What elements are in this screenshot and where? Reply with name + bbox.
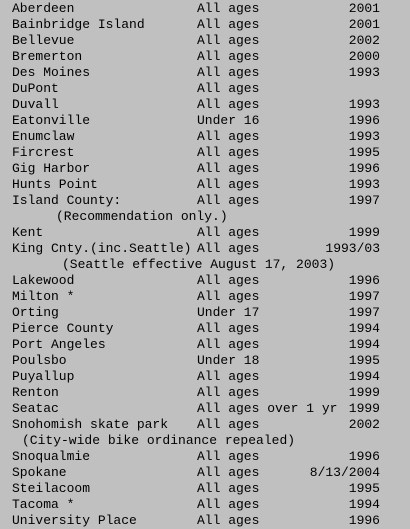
year-enacted: 1995 [348,481,380,496]
city-name: Poulsbo [12,353,67,368]
note-text: (Recommendation only.) [56,209,228,224]
age-requirement: All ages [197,161,260,176]
year-enacted: 1999 [348,385,380,400]
note-text: (City-wide bike ordinance repealed) [22,433,296,448]
table-row [0,305,410,321]
note-text: (Seattle effective August 17, 2003) [62,257,336,272]
year-enacted: 1997 [348,193,380,208]
age-requirement: All ages [197,337,260,352]
year-enacted: 1994 [348,321,380,336]
city-name: Hunts Point [12,177,98,192]
table-row [0,513,410,529]
year-enacted: 1994 [348,497,380,512]
table-row [0,177,410,193]
table-row [0,225,410,241]
year-enacted: 2001 [348,17,380,32]
age-requirement: All ages [197,1,260,16]
age-requirement: All ages [197,449,260,464]
year-enacted: 1993 [348,129,380,144]
city-name: Snohomish skate park [12,417,169,432]
year-enacted: 1996 [348,161,380,176]
city-name: Tacoma * [12,497,75,512]
age-requirement: All ages [197,177,260,192]
table-row [0,33,410,49]
city-name: Eatonville [12,113,91,128]
table-row [0,145,410,161]
age-requirement: All ages [197,369,260,384]
city-name: Puyallup [12,369,75,384]
city-name: Snoqualmie [12,449,91,464]
age-requirement: All ages [197,81,260,96]
city-name: Kent [12,225,44,240]
age-requirement: All ages [197,241,260,256]
age-requirement: All ages [197,129,260,144]
table-row [0,417,410,433]
age-requirement: All ages [197,465,260,480]
table-row [0,369,410,385]
year-enacted: 1996 [348,273,380,288]
city-name: Orting [12,305,59,320]
year-enacted: 1996 [348,513,380,528]
age-requirement: All ages [197,65,260,80]
note-line [0,257,410,273]
city-name: Seatac [12,401,59,416]
table-row [0,401,410,417]
year-enacted: 2001 [348,1,380,16]
city-name: Port Angeles [12,337,106,352]
age-requirement: All ages [197,49,260,64]
city-name: Renton [12,385,59,400]
year-enacted: 1999 [348,401,380,416]
city-name: DuPont [12,81,59,96]
year-enacted: 1994 [348,369,380,384]
table-row [0,449,410,465]
table-row [0,273,410,289]
city-name: Bremerton [12,49,83,64]
city-name: University Place [12,513,137,528]
city-name: Spokane [12,465,67,480]
city-name: Duvall [12,97,59,112]
city-name: Bainbridge Island [12,17,145,32]
table-row [0,465,410,481]
city-name: Des Moines [12,65,91,80]
year-enacted: 2000 [348,49,380,64]
year-enacted: 1993 [348,177,380,192]
year-enacted: 2002 [348,417,380,432]
age-requirement: All ages [197,385,260,400]
age-requirement: All ages [197,145,260,160]
year-enacted: 1999 [348,225,380,240]
city-name: Enumclaw [12,129,75,144]
year-enacted: 1993/03 [325,241,380,256]
table-row [0,497,410,513]
city-name: Fircrest [12,145,75,160]
city-name: Island County: [12,193,122,208]
city-name: Pierce County [12,321,114,336]
table-row [0,113,410,129]
year-enacted: 1993 [348,97,380,112]
year-enacted: 1996 [348,449,380,464]
age-requirement: Under 18 [197,353,260,368]
age-requirement: All ages [197,497,260,512]
age-requirement: Under 16 [197,113,260,128]
table-row [0,289,410,305]
age-requirement: All ages [197,321,260,336]
age-requirement: All ages [197,417,260,432]
table-row [0,481,410,497]
table-row [0,193,410,209]
city-name: King Cnty.(inc.Seattle) [12,241,192,256]
city-name: Aberdeen [12,1,75,16]
city-name: Steilacoom [12,481,91,496]
note-line [0,209,410,225]
year-enacted: 1993 [348,65,380,80]
year-enacted: 8/13/2004 [309,465,380,480]
table-row [0,49,410,65]
table-row [0,161,410,177]
year-enacted: 2002 [348,33,380,48]
table-row [0,1,410,17]
table-row [0,321,410,337]
age-requirement: All ages [197,513,260,528]
table-row [0,241,410,257]
table-row [0,97,410,113]
age-requirement: All ages [197,289,260,304]
year-enacted: 1995 [348,145,380,160]
age-requirement: All ages [197,97,260,112]
year-enacted: 1997 [348,289,380,304]
age-requirement: Under 17 [197,305,260,320]
year-enacted: 1996 [348,113,380,128]
age-requirement: All ages [197,225,260,240]
table-row [0,81,410,97]
age-requirement: All ages [197,17,260,32]
table-row [0,353,410,369]
table-row [0,129,410,145]
year-enacted: 1995 [348,353,380,368]
year-enacted: 1997 [348,305,380,320]
table-row [0,65,410,81]
city-name: Gig Harbor [12,161,91,176]
table-row [0,17,410,33]
city-name: Lakewood [12,273,75,288]
age-requirement: All ages [197,33,260,48]
city-name: Milton * [12,289,75,304]
city-name: Bellevue [12,33,75,48]
table-row [0,337,410,353]
age-requirement: All ages [197,273,260,288]
table-row [0,385,410,401]
age-requirement: All ages over 1 yr [197,401,338,416]
age-requirement: All ages [197,193,260,208]
note-line [0,433,410,449]
year-enacted: 1994 [348,337,380,352]
age-requirement: All ages [197,481,260,496]
